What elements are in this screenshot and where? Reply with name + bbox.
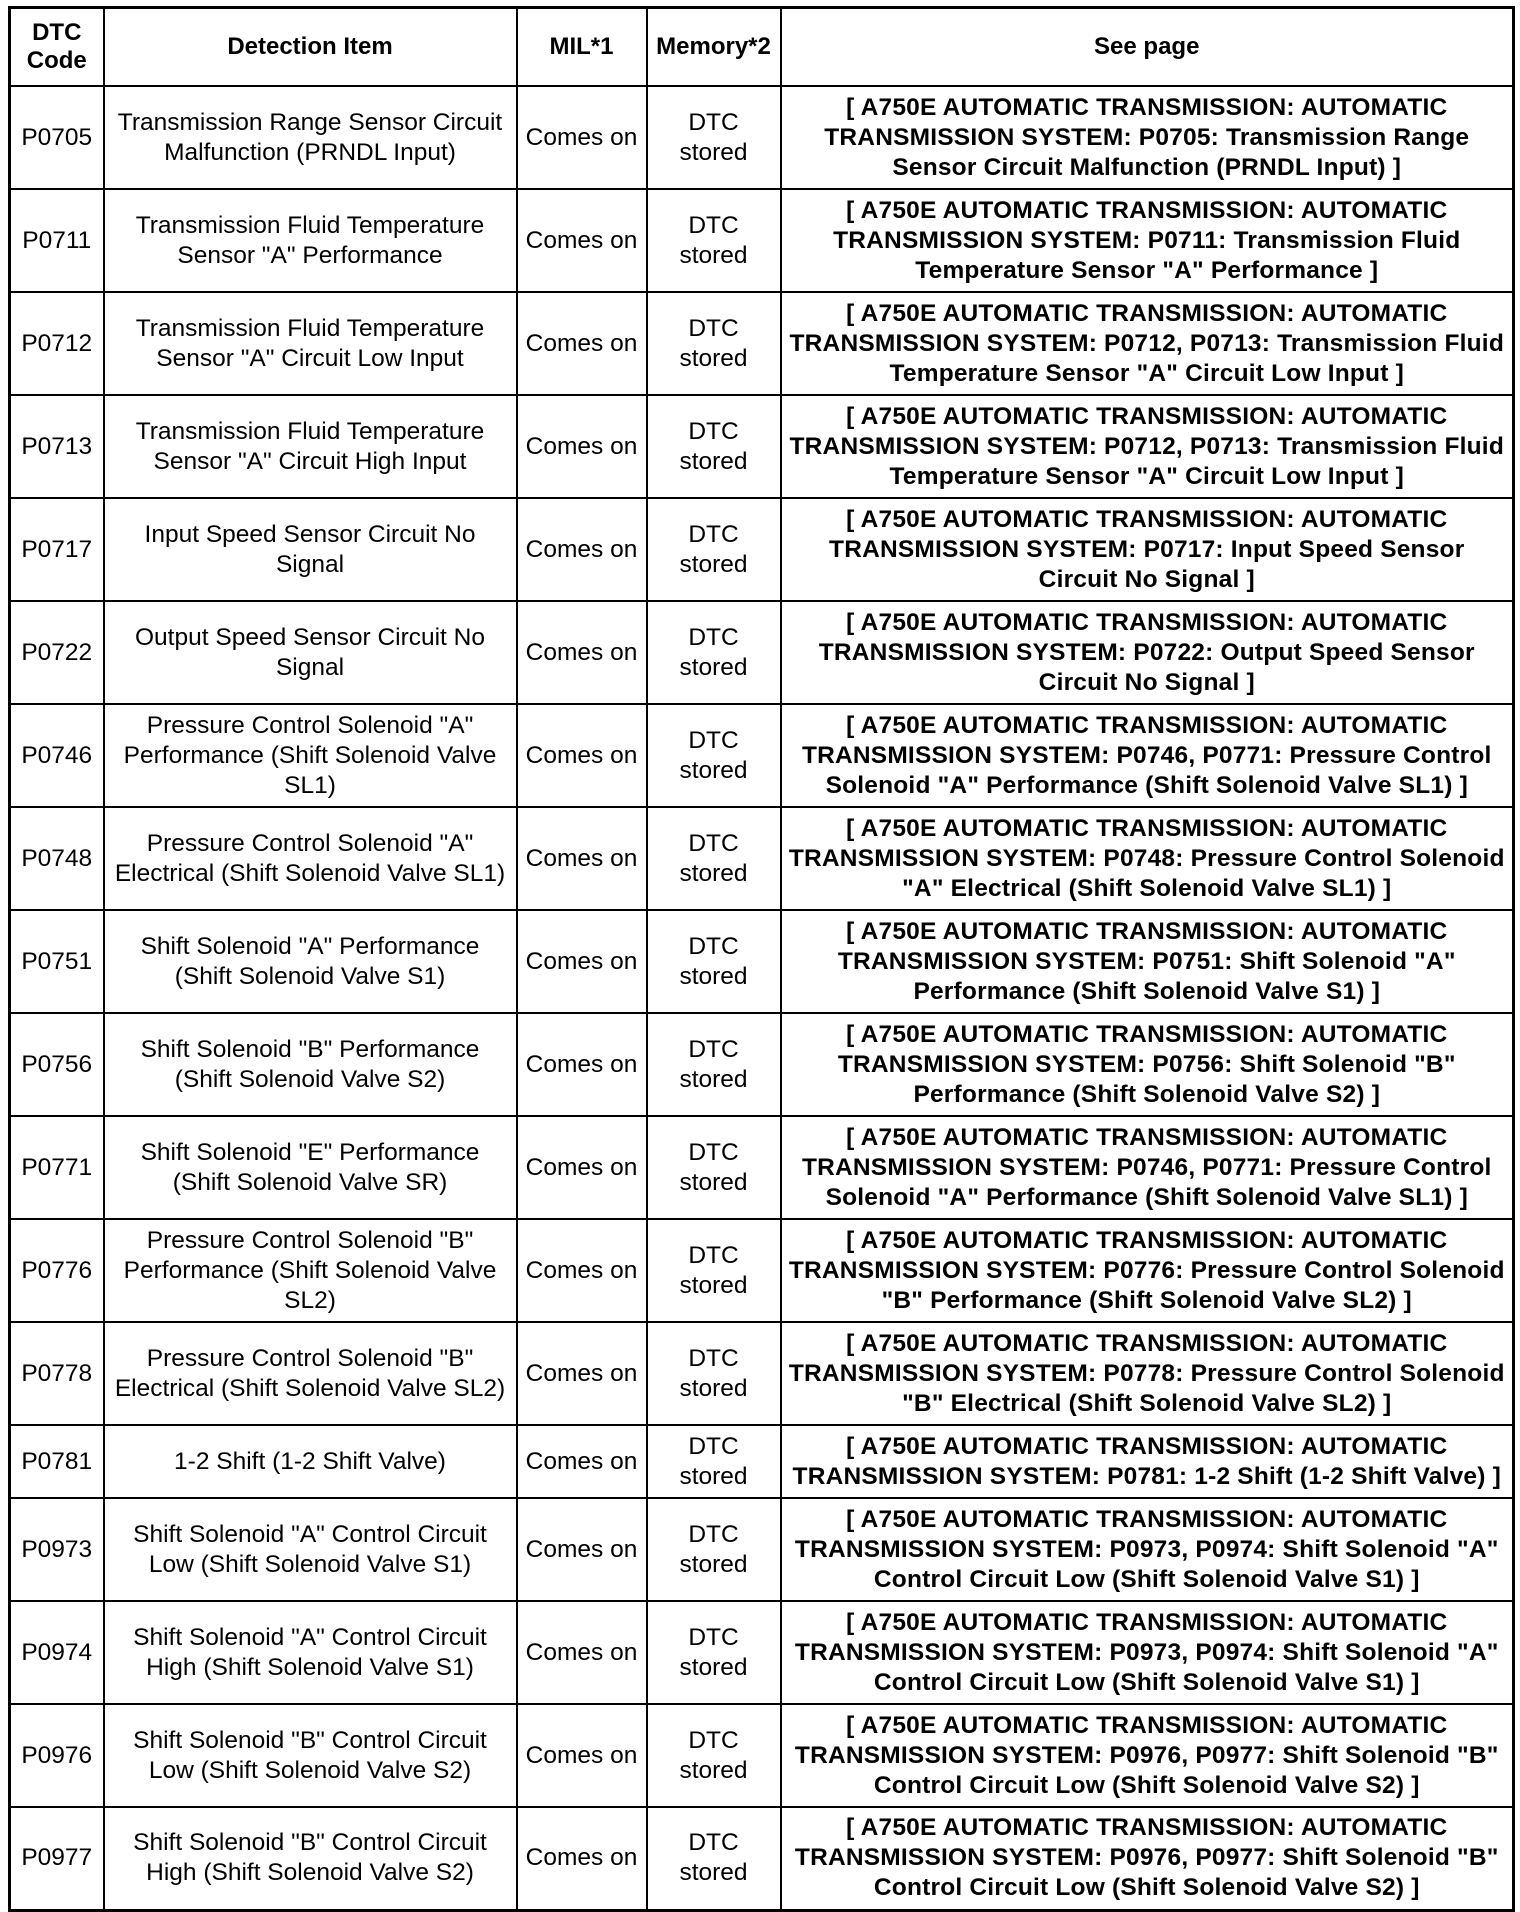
header-row <box>10 8 1514 87</box>
detection-item-cell: Transmission Range Sensor Circuit Malfunction (PRNDL Input) <box>104 86 517 189</box>
mil-cell: Comes on <box>517 395 647 498</box>
dtc-code-cell: P0712 <box>10 292 104 395</box>
table-header <box>10 8 1514 87</box>
table-row <box>10 1704 1514 1807</box>
dtc-code-cell: P0711 <box>10 189 104 292</box>
dtc-code-cell: P0705 <box>10 86 104 189</box>
table-row <box>10 189 1514 292</box>
header-detection-item: Detection Item <box>104 8 517 87</box>
table-row <box>10 1013 1514 1116</box>
mil-cell: Comes on <box>517 1219 647 1322</box>
table-body <box>10 86 1514 1910</box>
detection-item-cell: 1-2 Shift (1-2 Shift Valve) <box>104 1425 517 1498</box>
memory-cell: DTC stored <box>647 1219 781 1322</box>
dtc-code-cell: P0751 <box>10 910 104 1013</box>
detection-item-cell: Transmission Fluid Temperature Sensor "A" Performance <box>104 189 517 292</box>
detection-item-cell: Output Speed Sensor Circuit No Signal <box>104 601 517 704</box>
detection-item-cell: Transmission Fluid Temperature Sensor "A" Circuit Low Input <box>104 292 517 395</box>
table-row <box>10 292 1514 395</box>
memory-cell: DTC stored <box>647 395 781 498</box>
see-page-cell[interactable]: [ A750E AUTOMATIC TRANSMISSION: AUTOMATIC TRANSMISSION SYSTEM: P0778: Pressure Control Solenoid "B" Electrical (Shift Solenoid Valve SL2) ] <box>781 1322 1514 1425</box>
mil-cell: Comes on <box>517 1704 647 1807</box>
memory-cell: DTC stored <box>647 601 781 704</box>
detection-item-cell: Pressure Control Solenoid "A" Electrical (Shift Solenoid Valve SL1) <box>104 807 517 910</box>
table-row <box>10 1601 1514 1704</box>
see-page-cell[interactable]: [ A750E AUTOMATIC TRANSMISSION: AUTOMATIC TRANSMISSION SYSTEM: P0781: 1-2 Shift (1-2 Shift Valve) ] <box>781 1425 1514 1498</box>
detection-item-cell: Shift Solenoid "E" Performance (Shift Solenoid Valve SR) <box>104 1116 517 1219</box>
table-row <box>10 807 1514 910</box>
memory-cell: DTC stored <box>647 1013 781 1116</box>
memory-cell: DTC stored <box>647 1322 781 1425</box>
memory-cell: DTC stored <box>647 910 781 1013</box>
dtc-code-cell: P0756 <box>10 1013 104 1116</box>
see-page-cell[interactable]: [ A750E AUTOMATIC TRANSMISSION: AUTOMATIC TRANSMISSION SYSTEM: P0712, P0713: Transmission Fluid Temperature Sensor "A" Circuit Low Input ] <box>781 395 1514 498</box>
dtc-code-cell: P0974 <box>10 1601 104 1704</box>
header-dtc-code: DTC Code <box>10 8 104 87</box>
table-row <box>10 498 1514 601</box>
mil-cell: Comes on <box>517 1116 647 1219</box>
dtc-code-cell: P0778 <box>10 1322 104 1425</box>
mil-cell: Comes on <box>517 1498 647 1601</box>
table-row <box>10 1425 1514 1498</box>
table-row <box>10 1807 1514 1910</box>
table-row <box>10 601 1514 704</box>
see-page-cell[interactable]: [ A750E AUTOMATIC TRANSMISSION: AUTOMATIC TRANSMISSION SYSTEM: P0776: Pressure Control Solenoid "B" Performance (Shift Solenoid Valve SL2) ] <box>781 1219 1514 1322</box>
dtc-table <box>8 6 1515 1912</box>
mil-cell: Comes on <box>517 498 647 601</box>
memory-cell: DTC stored <box>647 86 781 189</box>
dtc-code-cell: P0977 <box>10 1807 104 1910</box>
memory-cell: DTC stored <box>647 1498 781 1601</box>
detection-item-cell: Shift Solenoid "A" Performance (Shift Solenoid Valve S1) <box>104 910 517 1013</box>
mil-cell: Comes on <box>517 1425 647 1498</box>
detection-item-cell: Shift Solenoid "B" Control Circuit High (Shift Solenoid Valve S2) <box>104 1807 517 1910</box>
memory-cell: DTC stored <box>647 1425 781 1498</box>
mil-cell: Comes on <box>517 189 647 292</box>
mil-cell: Comes on <box>517 1807 647 1910</box>
memory-cell: DTC stored <box>647 1116 781 1219</box>
see-page-cell[interactable]: [ A750E AUTOMATIC TRANSMISSION: AUTOMATIC TRANSMISSION SYSTEM: P0751: Shift Solenoid "A" Performance (Shift Solenoid Valve S1) ] <box>781 910 1514 1013</box>
table-row <box>10 704 1514 807</box>
see-page-cell[interactable]: [ A750E AUTOMATIC TRANSMISSION: AUTOMATIC TRANSMISSION SYSTEM: P0717: Input Speed Sensor Circuit No Signal ] <box>781 498 1514 601</box>
detection-item-cell: Pressure Control Solenoid "B" Electrical (Shift Solenoid Valve SL2) <box>104 1322 517 1425</box>
mil-cell: Comes on <box>517 1322 647 1425</box>
table-row <box>10 1219 1514 1322</box>
mil-cell: Comes on <box>517 601 647 704</box>
mil-cell: Comes on <box>517 292 647 395</box>
table-row <box>10 86 1514 189</box>
memory-cell: DTC stored <box>647 1807 781 1910</box>
table-row <box>10 1322 1514 1425</box>
dtc-code-cell: P0776 <box>10 1219 104 1322</box>
see-page-cell[interactable]: [ A750E AUTOMATIC TRANSMISSION: AUTOMATIC TRANSMISSION SYSTEM: P0746, P0771: Pressure Control Solenoid "A" Performance (Shift Solenoid Valve SL1) ] <box>781 1116 1514 1219</box>
table-row <box>10 1116 1514 1219</box>
mil-cell: Comes on <box>517 1601 647 1704</box>
detection-item-cell: Shift Solenoid "A" Control Circuit Low (Shift Solenoid Valve S1) <box>104 1498 517 1601</box>
see-page-cell[interactable]: [ A750E AUTOMATIC TRANSMISSION: AUTOMATIC TRANSMISSION SYSTEM: P0711: Transmission Fluid Temperature Sensor "A" Performance ] <box>781 189 1514 292</box>
dtc-code-cell: P0713 <box>10 395 104 498</box>
see-page-cell[interactable]: [ A750E AUTOMATIC TRANSMISSION: AUTOMATIC TRANSMISSION SYSTEM: P0973, P0974: Shift Solenoid "A" Control Circuit Low (Shift Solenoid Valve S1) ] <box>781 1498 1514 1601</box>
dtc-code-cell: P0722 <box>10 601 104 704</box>
table-row <box>10 910 1514 1013</box>
see-page-cell[interactable]: [ A750E AUTOMATIC TRANSMISSION: AUTOMATIC TRANSMISSION SYSTEM: P0976, P0977: Shift Solenoid "B" Control Circuit Low (Shift Solenoid Valve S2) ] <box>781 1704 1514 1807</box>
see-page-cell[interactable]: [ A750E AUTOMATIC TRANSMISSION: AUTOMATIC TRANSMISSION SYSTEM: P0722: Output Speed Sensor Circuit No Signal ] <box>781 601 1514 704</box>
memory-cell: DTC stored <box>647 498 781 601</box>
mil-cell: Comes on <box>517 1013 647 1116</box>
see-page-cell[interactable]: [ A750E AUTOMATIC TRANSMISSION: AUTOMATIC TRANSMISSION SYSTEM: P0705: Transmission Range Sensor Circuit Malfunction (PRNDL Input) ] <box>781 86 1514 189</box>
detection-item-cell: Shift Solenoid "A" Control Circuit High (Shift Solenoid Valve S1) <box>104 1601 517 1704</box>
dtc-code-cell: P0781 <box>10 1425 104 1498</box>
mil-cell: Comes on <box>517 910 647 1013</box>
table-row <box>10 1498 1514 1601</box>
memory-cell: DTC stored <box>647 807 781 910</box>
detection-item-cell: Pressure Control Solenoid "B" Performance (Shift Solenoid Valve SL2) <box>104 1219 517 1322</box>
dtc-code-cell: P0748 <box>10 807 104 910</box>
detection-item-cell: Input Speed Sensor Circuit No Signal <box>104 498 517 601</box>
header-mil: MIL*1 <box>517 8 647 87</box>
see-page-cell[interactable]: [ A750E AUTOMATIC TRANSMISSION: AUTOMATIC TRANSMISSION SYSTEM: P0712, P0713: Transmission Fluid Temperature Sensor "A" Circuit Low Input ] <box>781 292 1514 395</box>
detection-item-cell: Transmission Fluid Temperature Sensor "A" Circuit High Input <box>104 395 517 498</box>
dtc-code-cell: P0717 <box>10 498 104 601</box>
memory-cell: DTC stored <box>647 189 781 292</box>
see-page-cell[interactable]: [ A750E AUTOMATIC TRANSMISSION: AUTOMATIC TRANSMISSION SYSTEM: P0976, P0977: Shift Solenoid "B" Control Circuit Low (Shift Solenoid Valve S2) ] <box>781 1807 1514 1910</box>
mil-cell: Comes on <box>517 807 647 910</box>
table-row <box>10 395 1514 498</box>
header-memory: Memory*2 <box>647 8 781 87</box>
detection-item-cell: Pressure Control Solenoid "A" Performance (Shift Solenoid Valve SL1) <box>104 704 517 807</box>
memory-cell: DTC stored <box>647 704 781 807</box>
dtc-code-cell: P0973 <box>10 1498 104 1601</box>
see-page-cell[interactable]: [ A750E AUTOMATIC TRANSMISSION: AUTOMATIC TRANSMISSION SYSTEM: P0756: Shift Solenoid "B" Performance (Shift Solenoid Valve S2) ] <box>781 1013 1514 1116</box>
memory-cell: DTC stored <box>647 1601 781 1704</box>
mil-cell: Comes on <box>517 704 647 807</box>
detection-item-cell: Shift Solenoid "B" Performance (Shift Solenoid Valve S2) <box>104 1013 517 1116</box>
see-page-cell[interactable]: [ A750E AUTOMATIC TRANSMISSION: AUTOMATIC TRANSMISSION SYSTEM: P0973, P0974: Shift Solenoid "A" Control Circuit Low (Shift Solenoid Valve S1) ] <box>781 1601 1514 1704</box>
header-see-page: See page <box>781 8 1514 87</box>
dtc-code-cell: P0746 <box>10 704 104 807</box>
memory-cell: DTC stored <box>647 292 781 395</box>
mil-cell: Comes on <box>517 86 647 189</box>
detection-item-cell: Shift Solenoid "B" Control Circuit Low (Shift Solenoid Valve S2) <box>104 1704 517 1807</box>
see-page-cell[interactable]: [ A750E AUTOMATIC TRANSMISSION: AUTOMATIC TRANSMISSION SYSTEM: P0748: Pressure Control Solenoid "A" Electrical (Shift Solenoid Valve SL1) ] <box>781 807 1514 910</box>
see-page-cell[interactable]: [ A750E AUTOMATIC TRANSMISSION: AUTOMATIC TRANSMISSION SYSTEM: P0746, P0771: Pressure Control Solenoid "A" Performance (Shift Solenoid Valve SL1) ] <box>781 704 1514 807</box>
dtc-code-cell: P0771 <box>10 1116 104 1219</box>
dtc-code-cell: P0976 <box>10 1704 104 1807</box>
memory-cell: DTC stored <box>647 1704 781 1807</box>
